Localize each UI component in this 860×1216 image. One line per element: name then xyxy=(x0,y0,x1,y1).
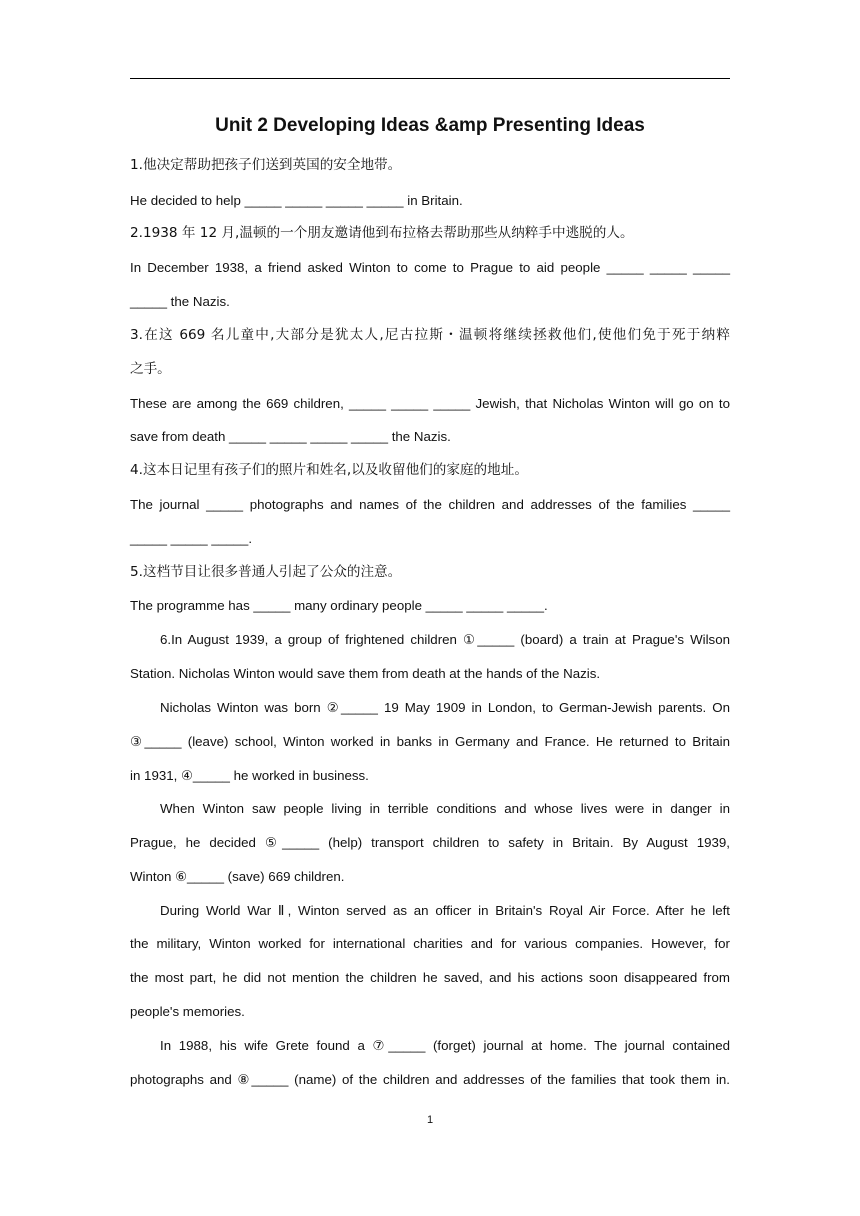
passage-line: Nicholas Winton was born ②_____ 19 May 1909 in London, to German-Jewish parents. On xyxy=(160,700,730,715)
question-2-english-line-2: _____ the Nazis. xyxy=(130,294,230,309)
page-number: 1 xyxy=(426,1114,434,1126)
question-4-chinese: 4.这本日记里有孩子们的照片和姓名,以及收留他们的家庭的地址。 xyxy=(130,462,528,478)
question-4-english-line-1: The journal _____ photographs and names of the children and addresses of the families _____ xyxy=(130,497,730,512)
question-5-english: The programme has _____ many ordinary people _____ _____ _____. xyxy=(130,598,548,613)
question-4-english-line-2: _____ _____ _____. xyxy=(130,531,253,546)
question-1-english: He decided to help _____ _____ _____ _____ in Britain. xyxy=(130,193,463,208)
question-3-english-line-2: save from death _____ _____ _____ _____ the Nazis. xyxy=(130,429,451,444)
passage-line: photographs and ⑧_____ (name) of the children and addresses of the families that took them in. xyxy=(130,1072,730,1087)
passage-line: ③_____ (leave) school, Winton worked in banks in Germany and France. He returned to Britain xyxy=(130,734,730,749)
passage-line: 6.In August 1939, a group of frightened children ①_____ (board) a train at Prague's Wilson xyxy=(160,632,730,647)
passage-line: the military, Winton worked for international charities and for various companies. However, for xyxy=(130,936,730,951)
passage-line: in 1931, ④_____ he worked in business. xyxy=(130,768,369,783)
passage-line: In 1988, his wife Grete found a ⑦_____ (forget) journal at home. The journal contained xyxy=(160,1038,730,1053)
passage-line: the most part, he did not mention the children he saved, and his actions soon disappeared from xyxy=(130,970,730,985)
question-3-chinese-line-1: 3.在这 669 名儿童中,大部分是犹太人,尼古拉斯・温顿将继续拯救他们,使他们免于死于纳粹 xyxy=(130,327,730,343)
question-2-english-line-1: In December 1938, a friend asked Winton to come to Prague to aid people _____ _____ _____ xyxy=(130,260,730,275)
passage-line: During World War Ⅱ, Winton served as an officer in Britain's Royal Air Force. After he left xyxy=(160,903,730,918)
question-2-chinese: 2.1938 年 12 月,温顿的一个朋友邀请他到布拉格去帮助那些从纳粹手中逃脱的人。 xyxy=(130,225,634,241)
passage-line: Prague, he decided ⑤_____ (help) transport children to safety in Britain. By August 1939, xyxy=(130,835,730,850)
page-title: Unit 2 Developing Ideas &amp Presenting Ideas xyxy=(215,115,645,136)
header-rule xyxy=(130,78,730,79)
question-1-chinese: 1.他决定帮助把孩子们送到英国的安全地带。 xyxy=(130,157,402,173)
question-5-chinese: 5.这档节目让很多普通人引起了公众的注意。 xyxy=(130,564,402,580)
passage-line: Station. Nicholas Winton would save them from death at the hands of the Nazis. xyxy=(130,666,601,681)
passage-line: people's memories. xyxy=(130,1004,245,1019)
passage-line: When Winton saw people living in terrible conditions and whose lives were in danger in xyxy=(160,801,730,816)
passage-line: Winton ⑥_____ (save) 669 children. xyxy=(130,869,345,884)
question-3-chinese-line-2: 之手。 xyxy=(130,361,171,377)
question-3-english-line-1: These are among the 669 children, _____ _____ _____ Jewish, that Nicholas Winton will go on to xyxy=(130,396,730,411)
